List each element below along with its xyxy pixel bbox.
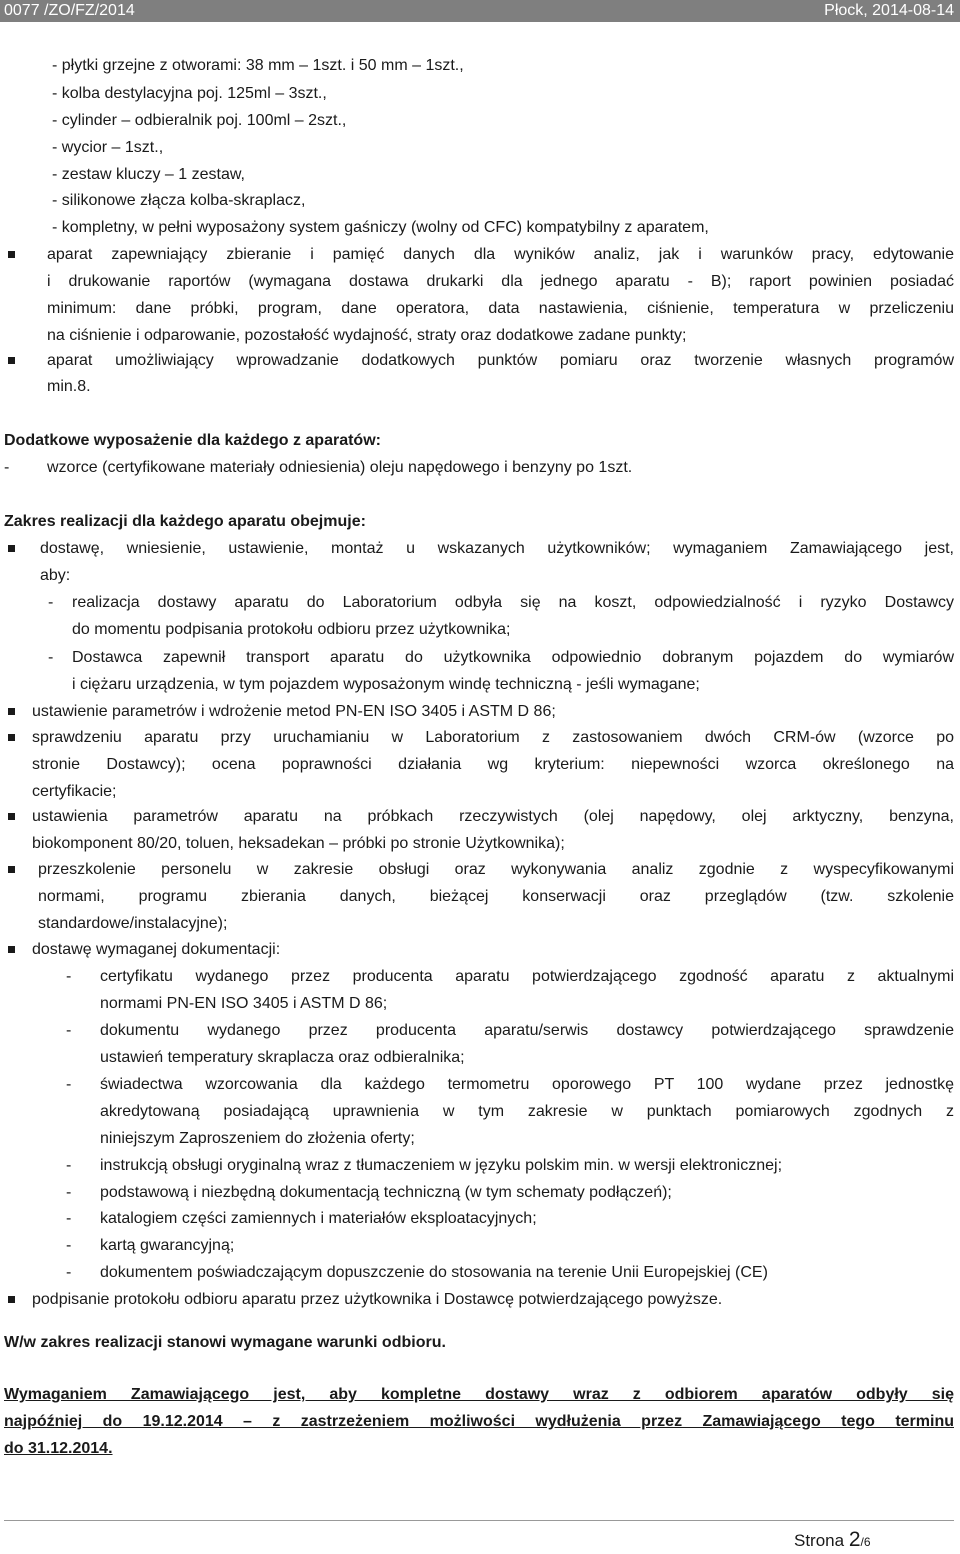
page-number: 2 <box>848 1528 861 1551</box>
list-item: - płytki grzejne z otworami: 38 mm – 1szt. i 50 mm – 1szt., <box>52 57 464 74</box>
bullet-text: certyfikacie; <box>32 783 117 800</box>
dash-marker: - <box>48 594 54 611</box>
page-separator: / <box>860 1535 864 1549</box>
bullet-square-icon <box>8 357 15 364</box>
bullet-text: aparat zapewniający zbieranie i pamięć danych dla wyników analiz, jak i warunków pracy, edytowanie <box>47 246 954 263</box>
bullet-text: przeszkolenie personelu w zakresie obsługi oraz wykonywania analiz zgodnie z wyspecyfikowanymi <box>38 861 954 878</box>
bullet-square-icon <box>8 1296 15 1303</box>
bullet-text: sprawdzeniu aparatu przy uruchamianiu w Laboratorium z zastosowaniem dwóch CRM-ów (wzorce po <box>32 729 954 746</box>
deadline-text: najpóźniej do 19.12.2014 – z zastrzeżeniem możliwości wydłużenia przez Zamawiającego tego terminu <box>4 1413 954 1430</box>
dash-marker: - <box>66 968 72 985</box>
bullet-text: ustawienie parametrów i wdrożenie metod PN-EN ISO 3405 i ASTM D 86; <box>32 703 556 720</box>
dash-marker: - <box>66 1076 72 1093</box>
document-item: katalogiem części zamiennych i materiałów eksploatacyjnych; <box>100 1210 537 1227</box>
bullet-text: normami, programu zbierania danych, bieżącej konserwacji oraz przeglądów (tzw. szkolenie <box>38 888 954 905</box>
document-item: ustawień temperatury skraplacza oraz odbieralnika; <box>100 1049 465 1066</box>
dash-marker: - <box>66 1210 72 1227</box>
list-item: - kompletny, w pełni wyposażony system gaśniczy (wolny od CFC) kompatybilny z aparatem, <box>52 219 709 236</box>
bullet-text: podpisanie protokołu odbioru aparatu przez użytkownika i Dostawcę potwierdzającego powyższe. <box>32 1291 723 1308</box>
bullet-text: standardowe/instalacyjne); <box>38 915 228 932</box>
document-item: akredytowaną posiadającą uprawnienia w tym zakresie w punktach pomiarowych zgodnych z <box>100 1103 954 1120</box>
document-number: 0077 /ZO/FZ/2014 <box>4 2 135 19</box>
bullet-text: dostawę, wniesienie, ustawienie, montaż u wskazanych użytkowników; wymaganiem Zamawiającego jest, <box>40 540 954 557</box>
deadline-text: do 31.12.2014. <box>4 1440 113 1457</box>
bullet-square-icon <box>8 251 15 258</box>
footer-divider <box>4 1520 954 1521</box>
sub-item: Dostawca zapewnił transport aparatu do użytkownika odpowiednio dobranym pojazdem do wymiarów <box>72 649 954 666</box>
dash-marker: - <box>66 1264 72 1281</box>
sub-item: i ciężaru urządzenia, w tym pojazdem wyposażonym windę techniczną - jeśli wymagane; <box>72 676 700 693</box>
bullet-square-icon <box>8 708 15 715</box>
dash-marker: - <box>66 1157 72 1174</box>
bullet-square-icon <box>8 545 15 552</box>
bullet-text: minimum: dane próbki, program, dane operatora, data nastawienia, ciśnienie, temperatura w przeliczeniu <box>47 300 954 317</box>
document-item: dokumentu wydanego przez producenta aparatu/serwis dostawcy potwierdzającego sprawdzenie <box>100 1022 954 1039</box>
bullet-square-icon <box>8 946 15 953</box>
document-item: świadectwa wzorcowania dla każdego termometru oporowego PT 100 wydane przez jednostkę <box>100 1076 954 1093</box>
document-item: kartą gwarancyjną; <box>100 1237 235 1254</box>
bullet-text: biokomponent 80/20, toluen, heksadekan – próbki po stronie Użytkownika); <box>32 835 565 852</box>
document-item: certyfikatu wydanego przez producenta aparatu potwierdzającego zgodność aparatu z aktualnymi <box>100 968 954 985</box>
list-item: - wycior – 1szt., <box>52 139 164 156</box>
document-item: dokumentem poświadczającym dopuszczenie do stosowania na terenie Unii Europejskiej (CE) <box>100 1264 768 1281</box>
section-heading: Zakres realizacji dla każdego aparatu obejmuje: <box>4 513 366 530</box>
dash-marker: - <box>4 459 10 476</box>
dash-marker: - <box>66 1184 72 1201</box>
section-heading: Dodatkowe wyposażenie dla każdego z aparatów: <box>4 432 381 449</box>
document-item: normami PN-EN ISO 3405 i ASTM D 86; <box>100 995 388 1012</box>
page-total: 6 <box>863 1535 871 1549</box>
list-item: - zestaw kluczy – 1 zestaw, <box>52 166 245 183</box>
dash-marker: - <box>66 1237 72 1254</box>
document-item: podstawową i niezbędną dokumentacją techniczną (w tym schematy podłączeń); <box>100 1184 672 1201</box>
bullet-text: ustawienia parametrów aparatu na próbkach rzeczywistych (olej napędowy, olej arktyczny, benzyna, <box>32 808 954 825</box>
document-item: niniejszym Zaproszeniem do złożenia oferty; <box>100 1130 415 1147</box>
sub-item: realizacja dostawy aparatu do Laboratorium odbyła się na koszt, odpowiedzialność i ryzyko Dostawcy <box>72 594 954 611</box>
list-item: - cylinder – odbieralnik poj. 100ml – 2szt., <box>52 112 347 129</box>
list-item: - silikonowe złącza kolba-skraplacz, <box>52 192 306 209</box>
dash-marker: - <box>48 649 54 666</box>
list-item: wzorce (certyfikowane materiały odniesienia) oleju napędowego i benzyny po 1szt. <box>47 459 633 476</box>
document-date: Płock, 2014-08-14 <box>824 2 954 19</box>
bullet-text: na ciśnienie i odparowanie, pozostałość wydajność, straty oraz dodatkowe zadane punkty; <box>47 327 687 344</box>
page-header <box>0 0 960 22</box>
bullet-text: min.8. <box>47 378 91 395</box>
sub-item: do momentu podpisania protokołu odbioru przez użytkownika; <box>72 621 511 638</box>
bullet-text: stronie Dostawcy); ocena poprawności działania wg kryterium: niepewności wzorca określonego na <box>32 756 954 773</box>
bullet-text: dostawę wymaganej dokumentacji: <box>32 941 281 958</box>
bullet-square-icon <box>8 813 15 820</box>
bullet-text: aby: <box>40 567 71 584</box>
bullet-text: i drukowanie raportów (wymagana dostawa drukarki dla jednego aparatu - B); raport powinien posiadać <box>47 273 954 290</box>
bullet-text: aparat umożliwiający wprowadzanie dodatkowych punktów pomiaru oraz tworzenie własnych programów <box>47 352 954 369</box>
page-label: Strona <box>794 1531 845 1550</box>
bullet-square-icon <box>8 734 15 741</box>
dash-marker: - <box>66 1022 72 1039</box>
acceptance-note: W/w zakres realizacji stanowi wymagane warunki odbioru. <box>4 1334 446 1351</box>
bullet-square-icon <box>8 866 15 873</box>
list-item: - kolba destylacyjna poj. 125ml – 3szt., <box>52 85 327 102</box>
deadline-text: Wymaganiem Zamawiającego jest, aby kompletne dostawy wraz z odbiorem aparatów odbyły się <box>4 1386 954 1403</box>
document-item: instrukcją obsługi oryginalną wraz z tłumaczeniem w języku polskim min. w wersji elektronicznej; <box>100 1157 783 1174</box>
page-footer <box>794 1528 871 1554</box>
